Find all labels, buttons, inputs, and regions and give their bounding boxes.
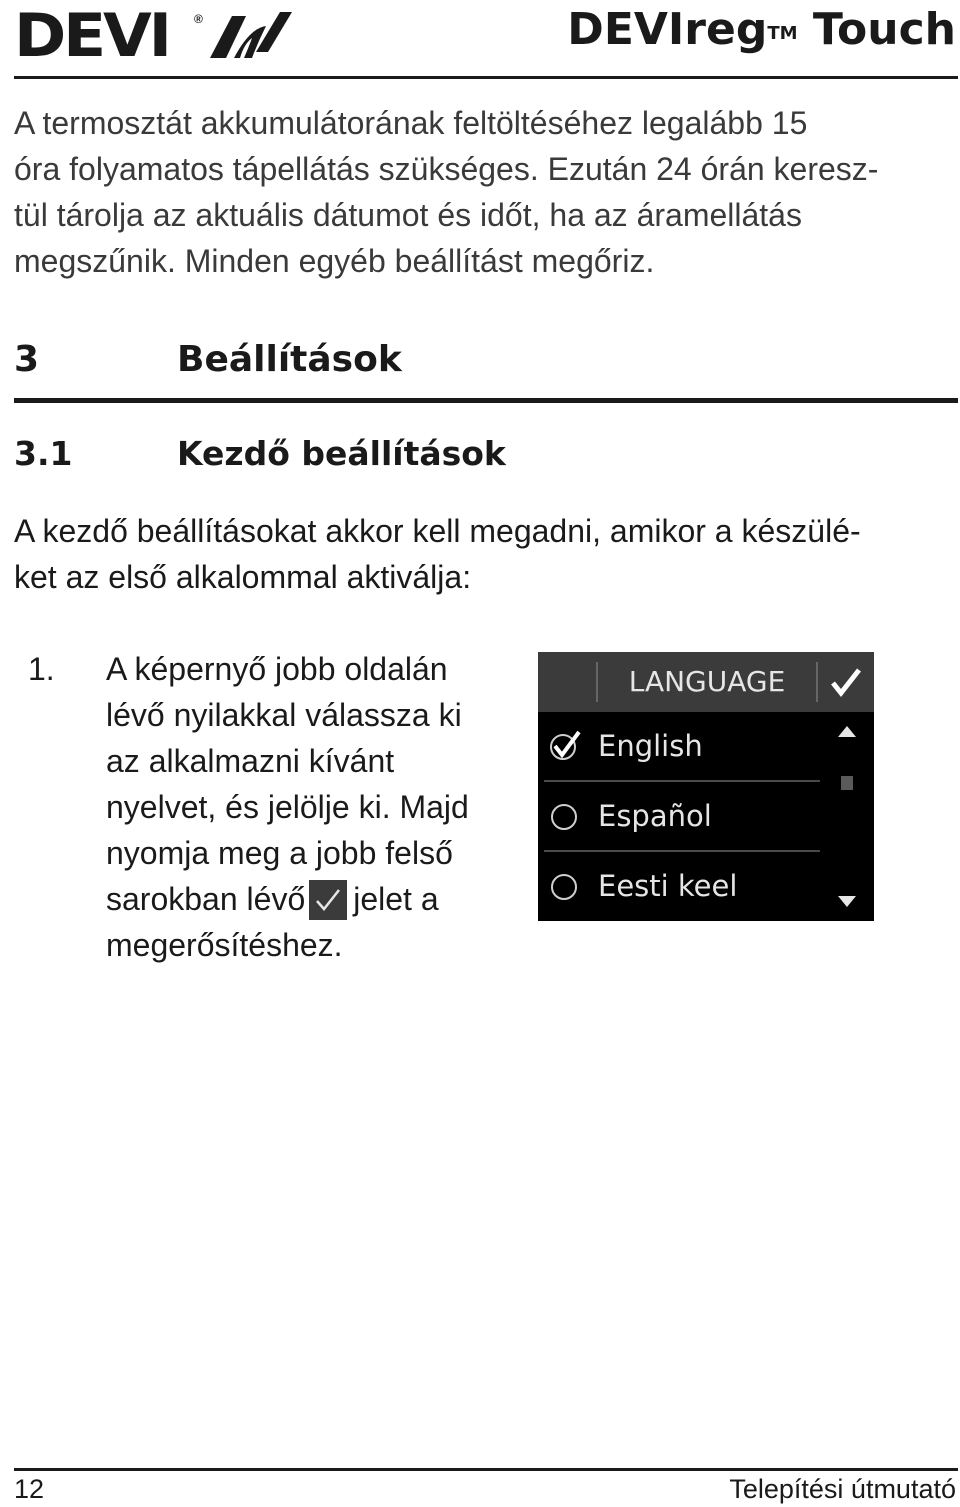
step-line: nyomja meg a jobb felső — [106, 835, 453, 871]
step-line: lévő nyilakkal válassza ki — [106, 697, 462, 733]
product-title — [567, 6, 956, 54]
devi-swoosh-icon — [206, 8, 292, 64]
intro-line: A termosztát akkumulátorának feltöltéséhez legalább 15 — [14, 105, 808, 141]
step-1-text — [106, 646, 526, 968]
initial-settings-paragraph — [14, 508, 949, 600]
scroll-up-arrow-icon[interactable] — [838, 726, 856, 737]
step-line: az alkalmazni kívánt — [106, 743, 395, 779]
page-number: 12 — [14, 1474, 45, 1504]
language-option-english[interactable] — [538, 712, 828, 782]
confirm-check-icon — [309, 880, 347, 920]
logo-wordmark: DEVI — [14, 1, 169, 71]
section-3-number: 3 — [14, 339, 40, 380]
section-rule — [14, 398, 958, 403]
checkbox-checked-icon — [548, 728, 582, 762]
screen-title: LANGUAGE — [628, 665, 786, 698]
step-number: 1. — [28, 651, 55, 687]
screen-header — [538, 652, 874, 712]
scrollbar-thumb[interactable] — [841, 776, 853, 790]
devi-logo — [14, 1, 284, 71]
paragraph-line: ket az első alkalommal aktiválja: — [14, 559, 472, 595]
step-line: megerősítéshez. — [106, 927, 343, 963]
confirm-check-icon[interactable] — [830, 666, 862, 698]
product-name: DEVIreg — [567, 4, 768, 55]
language-label: English — [598, 729, 703, 763]
intro-line: tül tárolja az aktuális dátumot és időt, ha az áramellátás — [14, 197, 802, 233]
section-3-title: Beállítások — [177, 339, 402, 380]
logo-registered-mark: ® — [194, 12, 203, 26]
intro-line: megszűnik. Minden egyéb beállítást megőriz. — [14, 243, 655, 279]
step-line-part: jelet a — [353, 881, 439, 917]
product-trademark: TM — [767, 23, 798, 44]
footer-title: Telepítési útmutató — [729, 1474, 956, 1504]
step-line-with-icon — [106, 876, 526, 922]
radio-unchecked-icon — [551, 804, 577, 830]
language-label: Español — [598, 799, 712, 833]
step-line-part: sarokban lévő — [106, 881, 306, 917]
product-suffix: Touch — [797, 4, 956, 55]
step-line: nyelvet, és jelölje ki. Majd — [106, 789, 469, 825]
language-screen — [538, 652, 874, 921]
radio-unchecked-icon — [551, 874, 577, 900]
language-option-espanol[interactable] — [538, 782, 828, 852]
intro-line: óra folyamatos tápellátás szükséges. Ezután 24 órán keresz- — [14, 151, 879, 187]
footer-rule — [14, 1468, 958, 1471]
intro-paragraph — [14, 100, 949, 284]
header-rule — [14, 76, 958, 79]
scroll-down-arrow-icon[interactable] — [838, 896, 856, 907]
language-label: Eesti keel — [598, 869, 738, 903]
header-divider — [816, 662, 818, 702]
language-option-eesti[interactable] — [538, 852, 828, 922]
section-3-1-title: Kezdő beállítások — [177, 434, 506, 473]
paragraph-line: A kezdő beállításokat akkor kell megadni, amikor a készülé- — [14, 513, 861, 549]
step-line: A képernyő jobb oldalán — [106, 651, 448, 687]
section-3-1-number: 3.1 — [14, 434, 73, 473]
